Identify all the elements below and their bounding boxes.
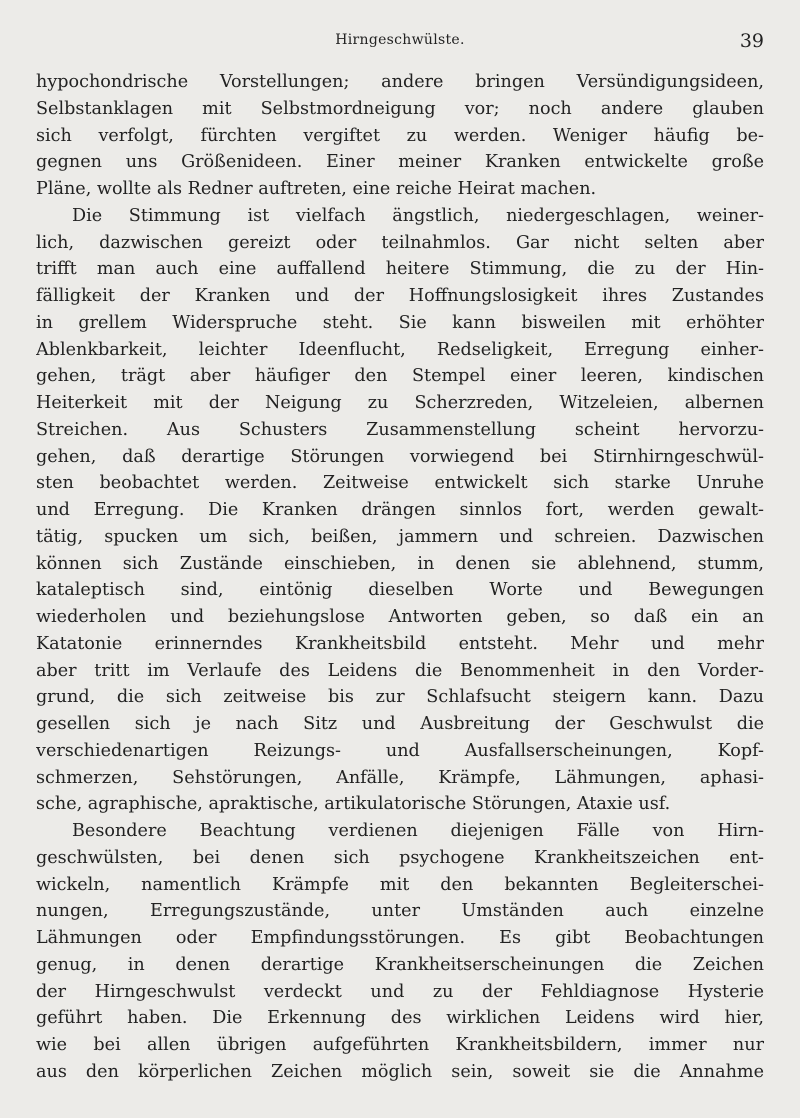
text-line: schmerzen, Sehstörungen, Anfälle, Krämpfe, Lähmungen, aphasi- — [36, 767, 764, 788]
text-line: sche, agraphische, apraktische, artikulatorische Störungen, Ataxie usf. — [36, 794, 671, 815]
text-line: geführt haben. Die Erkennung des wirklichen Leidens wird hier, — [36, 1008, 764, 1029]
text-line: tätig, spucken um sich, beißen, jammern und schreien. Dazwischen — [36, 526, 764, 547]
text-line: sich verfolgt, fürchten vergiftet zu werden. Weniger häufig be- — [36, 125, 764, 146]
text-line: Streichen. Aus Schusters Zusammenstellung scheint hervorzu- — [36, 419, 764, 440]
running-title: Hirngeschwülste. — [335, 32, 465, 48]
text-line: aus den körperlichen Zeichen möglich sein, soweit sie die Annahme — [36, 1061, 764, 1082]
page-header — [36, 30, 764, 54]
text-line: wiederholen und beziehungslose Antworten geben, so daß ein an — [36, 607, 764, 627]
text-line: grund, die sich zeitweise bis zur Schlafsucht steigern kann. Dazu — [36, 687, 764, 708]
text-line: Besondere Beachtung verdienen diejenigen Fälle von Hirn- — [72, 821, 764, 841]
text-line: Lähmungen oder Empfindungsstörungen. Es gibt Beobachtungen — [36, 928, 764, 948]
body-text — [36, 69, 764, 1086]
text-line: Pläne, wollte als Redner auftreten, eine reiche Heirat machen. — [36, 179, 597, 199]
text-line: lich, dazwischen gereizt oder teilnahmlos. Gar nicht selten aber — [36, 232, 764, 253]
text-line: trifft man auch eine auffallend heitere Stimmung, die zu der Hin- — [36, 259, 764, 280]
text-line: nungen, Erregungszustände, unter Umständen auch einzelne — [36, 901, 764, 922]
text-line: Katatonie erinnerndes Krankheitsbild entsteht. Mehr und mehr — [36, 633, 764, 654]
text-line: genug, in denen derartige Krankheitserscheinungen die Zeichen — [36, 954, 764, 975]
text-line: der Hirngeschwulst verdeckt und zu der Fehldiagnose Hysterie — [36, 981, 764, 1002]
text-line: verschiedenartigen Reizungs- und Ausfallserscheinungen, Kopf- — [36, 740, 764, 761]
text-line: Heiterkeit mit der Neigung zu Scherzreden, Witzeleien, albernen — [36, 393, 764, 413]
text-line: aber tritt im Verlaufe des Leidens die Benommenheit in den Vorder- — [36, 660, 764, 681]
text-line: Ablenkbarkeit, leichter Ideenflucht, Redseligkeit, Erregung einher- — [36, 339, 764, 360]
text-line: kataleptisch sind, eintönig dieselben Worte und Bewegungen — [36, 580, 764, 601]
text-line: gegnen uns Größenideen. Einer meiner Kranken entwickelte große — [36, 152, 764, 173]
text-line: gesellen sich je nach Sitz und Ausbreitung der Geschwulst die — [36, 714, 764, 734]
text-line: wickeln, namentlich Krämpfe mit den bekannten Begleiterschei- — [36, 874, 764, 895]
text-line: gehen, trägt aber häufiger den Stempel einer leeren, kindischen — [36, 366, 764, 387]
text-line: in grellem Widerspruche steht. Sie kann bisweilen mit erhöhter — [36, 312, 764, 333]
page-number: 39 — [739, 30, 764, 52]
text-line: Die Stimmung ist vielfach ängstlich, niedergeschlagen, weiner- — [72, 205, 764, 226]
text-line: Selbstanklagen mit Selbstmordneigung vor; noch andere glauben — [36, 98, 764, 119]
text-line: gehen, daß derartige Störungen vorwiegend bei Stirnhirngeschwül- — [36, 446, 764, 467]
text-line: sten beobachtet werden. Zeitweise entwickelt sich starke Unruhe — [36, 473, 764, 494]
text-line: geschwülsten, bei denen sich psychogene Krankheitszeichen ent- — [36, 847, 764, 868]
text-line: wie bei allen übrigen aufgeführten Krankheitsbildern, immer nur — [36, 1035, 764, 1055]
text-line: fälligkeit der Kranken und der Hoffnungslosigkeit ihres Zustandes — [36, 286, 764, 306]
text-line: und Erregung. Die Kranken drängen sinnlos fort, werden gewalt- — [36, 500, 764, 520]
text-line: hypochondrische Vorstellungen; andere bringen Versündigungsideen, — [36, 72, 764, 92]
text-line: können sich Zustände einschieben, in denen sie ablehnend, stumm, — [36, 553, 764, 574]
